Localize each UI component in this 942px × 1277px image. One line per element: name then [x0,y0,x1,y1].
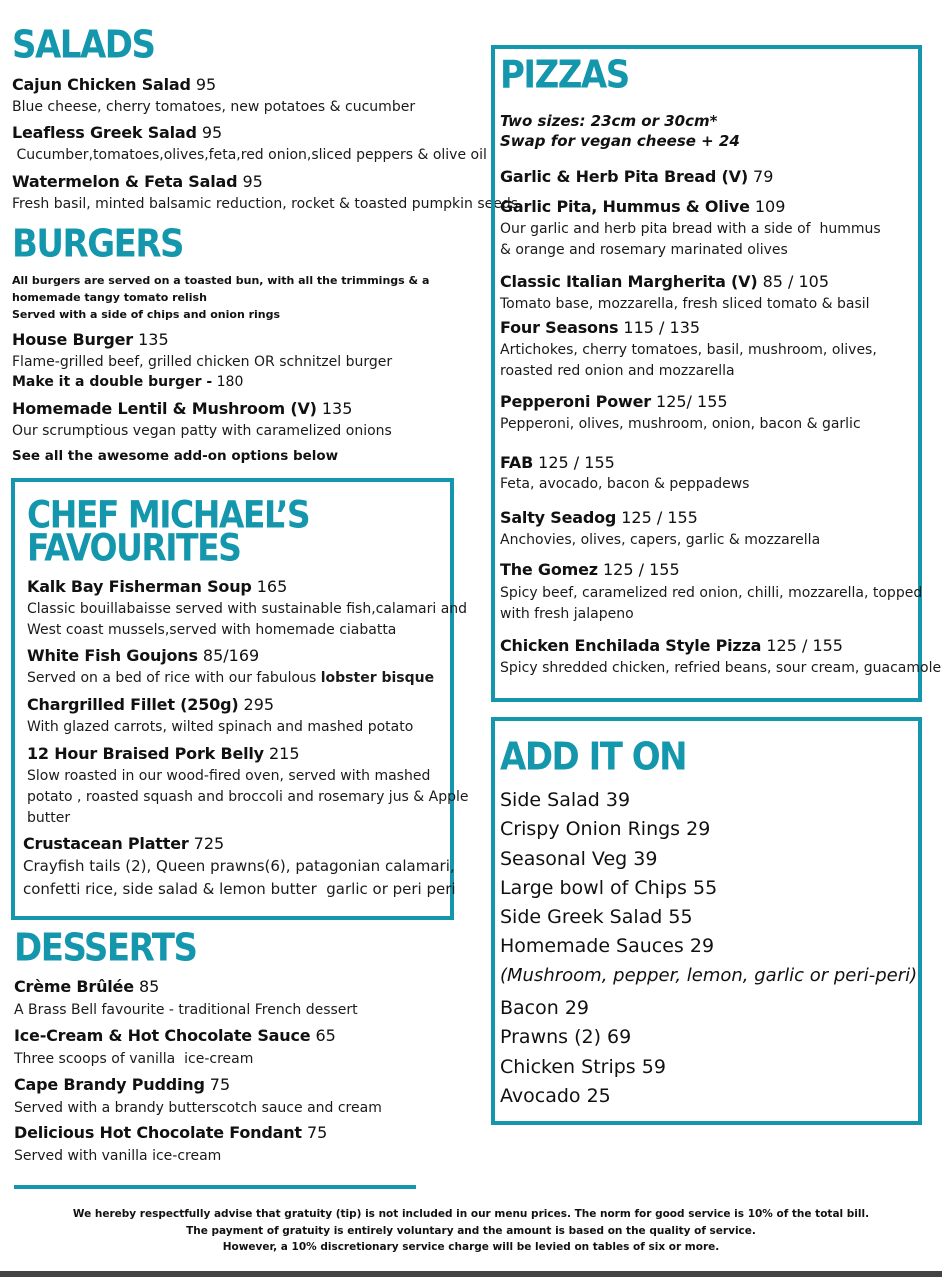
item-description: West coast mussels,served with homemade ciabatta [27,622,397,638]
item-name: Kalk Bay Fisherman Soup [27,577,252,596]
addon-item: Side Greek Salad 55 [500,906,693,928]
item-weight: 250g [187,695,232,714]
item-price: 95 [201,123,223,142]
item-price: 75 [209,1075,231,1094]
item-price: 79 [753,167,774,186]
item-price: 725 [193,834,225,853]
item-price: 85/169 [202,646,260,665]
pizza-sizes-note: Two sizes: 23cm or 30cm* [500,112,718,130]
item-name-part: Classic Italian Margherita ( [500,272,739,291]
item-price: 165 [256,577,288,596]
item-description: with fresh jalapeno [500,606,634,622]
addon-item: Prawns (2) 69 [500,1026,632,1048]
favourites-heading-line1: CHEF MICHAEL’S [27,492,310,537]
item-price: 85 [138,977,160,996]
menu-item [27,695,274,714]
addon-item: Bacon 29 [500,997,590,1019]
item-name: Ice-Cream & Hot Chocolate Sauce [14,1026,311,1045]
item-description: Served with vanilla ice-cream [14,1148,222,1164]
item-price: 109 [754,197,786,216]
menu-item [500,392,728,411]
item-name: House Burger [12,330,133,349]
double-burger-label: Make it a double burger - [12,374,213,390]
vegetarian-marker: V [297,399,310,418]
item-name-part: ) [309,399,317,418]
item-description: potato , roasted squash and broccoli and rosemary jus & Apple [27,789,469,805]
item-description: Crayfish tails (2), Queen prawns(6), patagonian calamari, [23,857,455,875]
burgers-note: homemade tangy tomato relish [12,291,207,304]
item-name-part: Garlic & Herb Pita Bread ( [500,167,729,186]
item-description: butter [27,810,71,826]
item-price: 125 / 155 [602,560,680,579]
gratuity-note-line1: We hereby respectfully advise that gratuity (tip) is not included in our menu prices. The norm for good service is 10% of the total bill. [72,1208,870,1220]
item-name-part: ) [231,695,239,714]
item-name: Salty Seadog [500,508,617,527]
menu-item [500,167,773,186]
salads-heading: SALADS [12,22,155,68]
item-description: Pepperoni, olives, mushroom, onion, bacon & garlic [500,416,861,432]
double-burger-option [12,374,243,390]
item-description: Spicy beef, caramelized red onion, chilli, mozzarella, topped [500,585,923,601]
item-description: Anchovies, olives, capers, garlic & mozzarella [500,532,821,548]
menu-item [27,577,287,596]
addon-item: Large bowl of Chips 55 [500,877,718,899]
item-price: 295 [243,695,275,714]
item-description: roasted red onion and mozzarella [500,363,735,379]
item-price: 135 [321,399,353,418]
item-name: FAB [500,453,534,472]
item-name: Cape Brandy Pudding [14,1075,205,1094]
item-description: Classic bouillabaisse served with sustainable fish,calamari and [27,601,468,617]
item-price: 95 [195,75,217,94]
see-addons-note: See all the awesome add-on options below [12,448,339,464]
item-price: 135 [138,330,169,349]
item-description [27,668,434,689]
pizzas-heading: PIZZAS [500,52,629,98]
gratuity-note-line2: The payment of gratuity is entirely voluntary and the amount is based on the quality of service. [186,1225,756,1237]
item-description: Artichokes, cherry tomatoes, basil, mushroom, olives, [500,342,877,358]
item-description: Served with a brandy butterscotch sauce and cream [14,1100,382,1116]
item-description: confetti rice, side salad & lemon butter garlic or peri peri [23,880,456,898]
item-name-part: ) [740,167,748,186]
item-name: Delicious Hot Chocolate Fondant [14,1123,302,1142]
item-name: The Gomez [500,560,598,579]
burgers-note: All burgers are served on a toasted bun, with all the trimmings & a [12,274,430,287]
item-description: Our scrumptious vegan patty with caramelized onions [12,423,392,439]
item-name-part: Homemade Lentil & Mushroom ( [12,399,298,418]
item-name: White Fish Goujons [27,646,198,665]
item-name: 12 Hour Braised Pork Belly [27,744,264,763]
item-description: Three scoops of vanilla ice-cream [14,1051,254,1067]
burgers-note: Served with a side of chips and onion rings [12,308,281,321]
item-name-part: Chargrilled Fillet ( [27,695,188,714]
menu-item [23,834,224,853]
divider-rule [14,1185,416,1189]
item-name: Pepperoni Power [500,392,651,411]
double-burger-price: 180 [216,374,244,390]
item-name: Garlic Pita, Hummus & Olive [500,197,750,216]
addon-item: Seasonal Veg 39 [500,848,658,870]
item-price: 125 / 155 [538,453,615,472]
item-description: With glazed carrots, wilted spinach and mashed potato [27,719,414,735]
sauces-options: (Mushroom, pepper, lemon, garlic or peri-peri) [500,965,918,986]
addon-item: Side Salad 39 [500,789,631,811]
item-description: Our garlic and herb pita bread with a side of hummus [500,221,881,237]
vegetarian-marker: V [728,167,741,186]
menu-item [500,318,700,337]
item-price: 125 / 155 [766,636,843,655]
item-price: 95 [242,172,263,191]
menu-item [500,272,829,291]
addon-item: Chicken Strips 59 [500,1056,666,1078]
menu-item [500,197,785,216]
item-name: Watermelon & Feta Salad [12,172,238,191]
addon-item: Homemade Sauces 29 [500,935,715,957]
item-name: Chicken Enchilada Style Pizza [500,636,762,655]
menu-item [27,646,259,665]
item-name-part: ) [750,272,758,291]
description-highlight: lobster bisque [320,670,435,686]
item-description: Cucumber,tomatoes,olives,feta,red onion,sliced peppers & olive oil [12,147,487,163]
item-price: 115 / 135 [623,318,701,337]
menu-item [14,1123,327,1142]
menu-item [500,636,843,655]
item-description: Feta, avocado, bacon & peppadews [500,476,750,492]
description-text: Served on a bed of rice with our fabulous [27,670,321,686]
item-name: Crème Brûlée [14,977,134,996]
item-description: Blue cheese, cherry tomatoes, new potatoes & cucumber [12,99,416,115]
menu-item [500,560,680,579]
item-name: Leafless Greek Salad [12,123,197,142]
item-description: Fresh basil, minted balsamic reduction, rocket & toasted pumpkin seeds [12,196,519,212]
menu-item [12,172,263,191]
item-description: Spicy shredded chicken, refried beans, sour cream, guacamole [500,660,942,676]
item-name: Crustacean Platter [23,834,189,853]
item-description: Tomato base, mozzarella, fresh sliced tomato & basil [500,296,870,312]
item-price: 65 [315,1026,336,1045]
burgers-heading: BURGERS [12,221,184,267]
menu-item [27,744,300,763]
item-name: Four Seasons [500,318,619,337]
vegan-cheese-note: Swap for vegan cheese + 24 [500,132,740,150]
addon-item: Avocado 25 [500,1085,611,1107]
item-price: 75 [306,1123,328,1142]
addon-item: Crispy Onion Rings 29 [500,818,711,840]
item-price: 215 [269,744,300,763]
bottom-bar [0,1271,942,1277]
item-name: Cajun Chicken Salad [12,75,191,94]
menu-item [12,75,216,94]
vegetarian-marker: V [738,272,751,291]
gratuity-note-line3: However, a 10% discretionary service charge will be levied on tables of six or more. [222,1241,720,1253]
item-price: 85 / 105 [762,272,830,291]
item-description: A Brass Bell favourite - traditional French dessert [14,1002,358,1018]
item-description: & orange and rosemary marinated olives [500,242,788,258]
favourites-heading-line2: FAVOURITES [27,525,241,570]
menu-item [14,977,159,996]
addon-heading: ADD IT ON [500,734,687,780]
item-description: Flame-grilled beef, grilled chicken OR schnitzel burger [12,354,393,370]
menu-item [12,399,352,418]
menu-item [12,123,222,142]
item-price: 125 / 155 [621,508,698,527]
menu-item [500,508,698,527]
menu-item [14,1075,230,1094]
item-description: Slow roasted in our wood-fired oven, served with mashed [27,768,431,784]
menu-item [12,330,169,349]
menu-item [500,453,615,472]
desserts-heading: DESSERTS [14,925,197,971]
menu-item [14,1026,336,1045]
item-price: 125/ 155 [656,392,728,411]
